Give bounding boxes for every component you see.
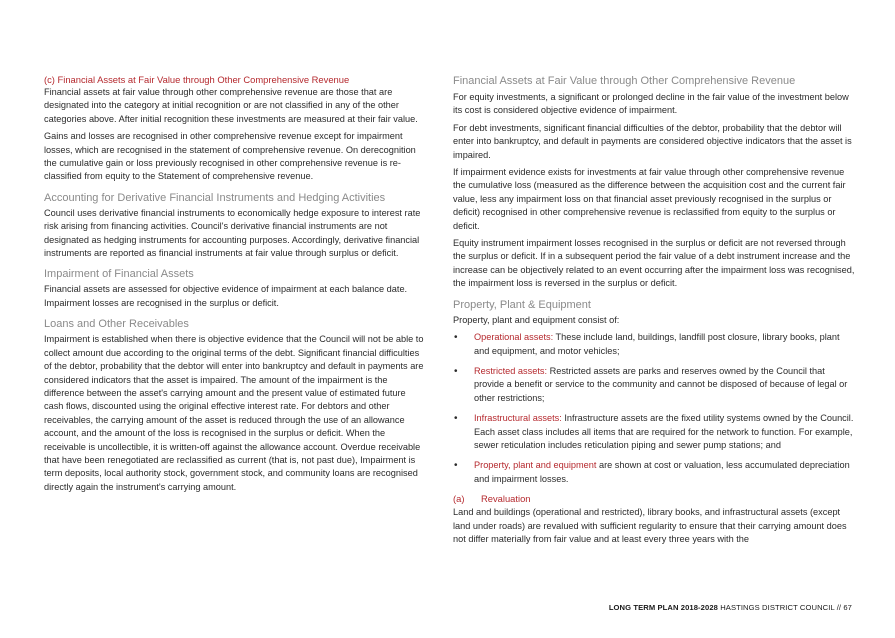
- right-fvoci-paragraph-3: If impairment evidence exists for investments at fair value through other comprehensive revenue the cumulative loss (measured as the difference between the acquisition cost and the current fair value, less any impairment loss on that financial asset previously recognised in the surplus or deficit) recognised in other comprehensive revenue is reclassified from equity to the surplus or deficit.: [453, 167, 846, 231]
- ppe-heading: Property, Plant & Equipment: [453, 298, 591, 311]
- revaluation-paragraph: Land and buildings (operational and restricted), library books, and infrastructural assets (except land under roads) are revalued with sufficient regularity to ensure that their carrying amount does not differ materially from fair value and at least every three years with the: [453, 507, 847, 544]
- right-fvoci-paragraph-4: Equity instrument impairment losses recognised in the surplus or deficit are not reversed through the surplus or deficit. If in a subsequent period the fair value of a debt instrument increase and the increase can be objectively related to an event occurring after the impairment loss was recognised, the impairment loss is reversed in the surplus or deficit.: [453, 238, 855, 289]
- ppe-intro: Property, plant and equipment consist of:: [453, 314, 620, 325]
- fvoci-paragraph-1: Financial assets at fair value through other comprehensive revenue are those that are designated into the category at initial recognition or are not classified in any of the other categories above. After initial recognition these investments are measured at their fair value.: [44, 87, 418, 124]
- bullet-icon: •: [454, 332, 458, 344]
- revaluation-heading: (a) Revaluation: [453, 493, 531, 505]
- impairment-paragraph: Financial assets are assessed for objective evidence of impairment at each balance date. Impairment losses are recognised in the surplus or deficit.: [44, 284, 408, 308]
- list-item: • Infrastructural assets: Infrastructure assets are the fixed utility systems owned by the Council. Each asset class includes all items that are required for the network to function. For example, sewer reticulation includes reticulation piping and sewer pump stations; and: [454, 413, 854, 450]
- right-fvoci-paragraph-1: For equity investments, a significant or prolonged decline in the fair value of the investment below its cost is considered objective evidence of impairment.: [453, 92, 849, 116]
- right-fvoci-heading: Financial Assets at Fair Value through Other Comprehensive Revenue: [453, 75, 796, 87]
- loans-paragraph: Impairment is established when there is objective evidence that the Council will not be able to collect amount due according to the original terms of the debt. Significant financial difficulties of the debtor, probability that the debtor will enter into bankruptcy and default in payments are considered indicators that the asset is impaired. The amount of the impairment is the difference between the asset's carrying amount and the present value of estimated future cash flows, discounted using the original effective interest rate. For debtors and other receivables, the carrying amount of the asset is reduced through the use of an allowance account, and the amount of the loss is recognised in the surplus or deficit. When the receivable is uncollectible, it is written-off against the allowance account. Overdue receivable that have been renegotiated are reclassified as current (that is, not past due), Impairment is term deposits, local authority stock, government stock, and community loans are recognised directly again the instrument's carrying amount.: [44, 334, 424, 492]
- derivative-paragraph: Council uses derivative financial instruments to economically hedge exposure to interest rate risk arising from financing activities. Council's derivative financial instruments are not designated as hedging instruments for accounting purposes. Accordingly, derivative financial instruments are reported as financial instruments at fair value through surplus or deficit.: [44, 207, 421, 259]
- list-item: • Property, plant and equipment are shown at cost or valuation, less accumulated depreciation and impairment losses.: [454, 460, 850, 484]
- bullet-icon: •: [454, 413, 458, 425]
- fvoci-paragraph-2: Gains and losses are recognised in other comprehensive revenue except for impairment losses, which are recognised in the statement of comprehensive revenue. On derecognition the cumulative gain or loss previously recognised in other comprehensive revenue is re-classified from equity to the Statement of comprehensive revenue.: [44, 131, 416, 182]
- derivative-heading: Accounting for Derivative Financial Instruments and Hedging Activities: [44, 191, 386, 204]
- impairment-heading: Impairment of Financial Assets: [44, 268, 194, 281]
- loans-heading: Loans and Other Receivables: [44, 318, 189, 331]
- page-footer: LONG TERM PLAN 2018-2028 HASTINGS DISTRICT COUNCIL // 67: [608, 603, 852, 612]
- right-fvoci-paragraph-2: For debt investments, significant financial difficulties of the debtor, probability that the debtor will enter into bankruptcy, and default in payments are considered objective indicators that the asset is impaired.: [453, 122, 852, 160]
- bullet-icon: •: [454, 460, 458, 472]
- bullet-icon: •: [454, 365, 458, 377]
- list-item: • Restricted assets: Restricted assets are parks and reserves owned by the Council that provide a benefit or service to the community and cannot be disposed of because of legal or other restrictions;: [454, 365, 848, 403]
- ppe-list: [453, 331, 855, 486]
- fvoci-heading: (c) Financial Assets at Fair Value through Other Comprehensive Revenue: [44, 74, 350, 85]
- list-item: • Operational assets: These include land, buildings, landfill post closure, library books, plant and equipment, and motor vehicles;: [454, 332, 840, 356]
